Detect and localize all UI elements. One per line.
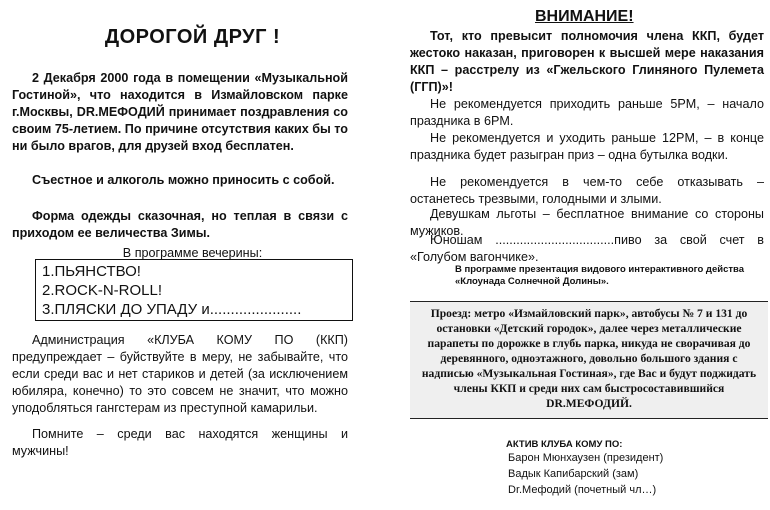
program-box [35,259,353,321]
route-box [410,301,768,419]
rule-item: Не рекомендуется приходить раньше 5PM, – начало праздника в 6PM. [410,97,764,128]
dress-code-paragraph: Форма одежды сказочная, но теплая в связи с приходом ее величества Зимы. [12,209,348,240]
activ-title: АКТИВ КЛУБА КОМУ ПО: [506,439,623,450]
food-paragraph: Съестное и алкоголь можно приносить с собой. [32,173,335,187]
invitation-paragraph: 2 Декабря 2000 года в помещении «Музыкальной Гостиной», что находится в Измайловском парке г.Москвы, DR.МЕФОДИЙ принимает поздравления со своим 75-летием. По причине отсутствия каких бы то ни было врагов, для друзей вход бесплатен. [12,71,348,153]
administration-paragraph: Администрация «КЛУБА КОМУ ПО (ККП) предупреждает – буйствуйте в меру, не забывайте, что если среди вас и нет стариков и детей (за исключением юбиляра, конечно) то это совсем не значит, что можно уподобляться гангстерам из преступной камарильи. [12,333,348,415]
presentation-note: В программе презентация видового интерактивного действа «Клоунада Солнечной Долины». [455,264,745,287]
left-title: ДОРОГОЙ ДРУГ ! [104,26,281,48]
activ-member: Вадык Капибарский (зам) [508,468,639,480]
warning-paragraph: Тот, кто превысит полномочия члена ККП, будет жестоко наказан, приговорен к высшей мере наказания ККП – расстрелу из «Гжельского Глиняного Пулемета (ГГП)»! [410,29,764,94]
activ-member: Барон Мюнхаузен (президент) [508,452,664,464]
program-item: 1.ПЬЯНСТВО! [42,263,141,280]
reminder-paragraph: Помните – среди вас находятся женщины и мужчины! [12,427,348,458]
rule-item: Не рекомендуется в чем-то себе отказывать – останетесь трезвыми, голодными и злыми. [410,175,764,206]
program-label: В программе вечерины: [122,246,263,260]
activ-member: Dr.Мефодий (почетный чл…) [508,484,657,496]
rule-item: Юношам ..................................пиво за свой счет в «Голубом вагончике». [410,233,764,264]
route-directions: Проезд: метро «Измайловский парк», автобусы № 7 и 131 до остановки «Детский городок», далее через металлические парапеты по дорожке в глубь парка, никуда не сворачивая до деревянного, одноэтажного, довольно большого здания с надписью «Музыкальная Гостиная», где Вас и будут поджидать члены ККП и среди них сам быстросоставившийся DR.МЕФОДИЙ. [421,307,757,410]
program-item: 2.ROCK-N-ROLL! [42,282,163,299]
rule-item: Не рекомендуется и уходить раньше 12PM, – в конце праздника будет разыгран приз – одна бутылка водки. [410,131,764,162]
right-title: ВНИМАНИЕ! [535,8,634,25]
rule-item: Девушкам льготы – бесплатное внимание со стороны мужиков. [410,207,764,238]
program-item: 3.ПЛЯСКИ ДО УПАДУ и...................... [42,301,302,318]
